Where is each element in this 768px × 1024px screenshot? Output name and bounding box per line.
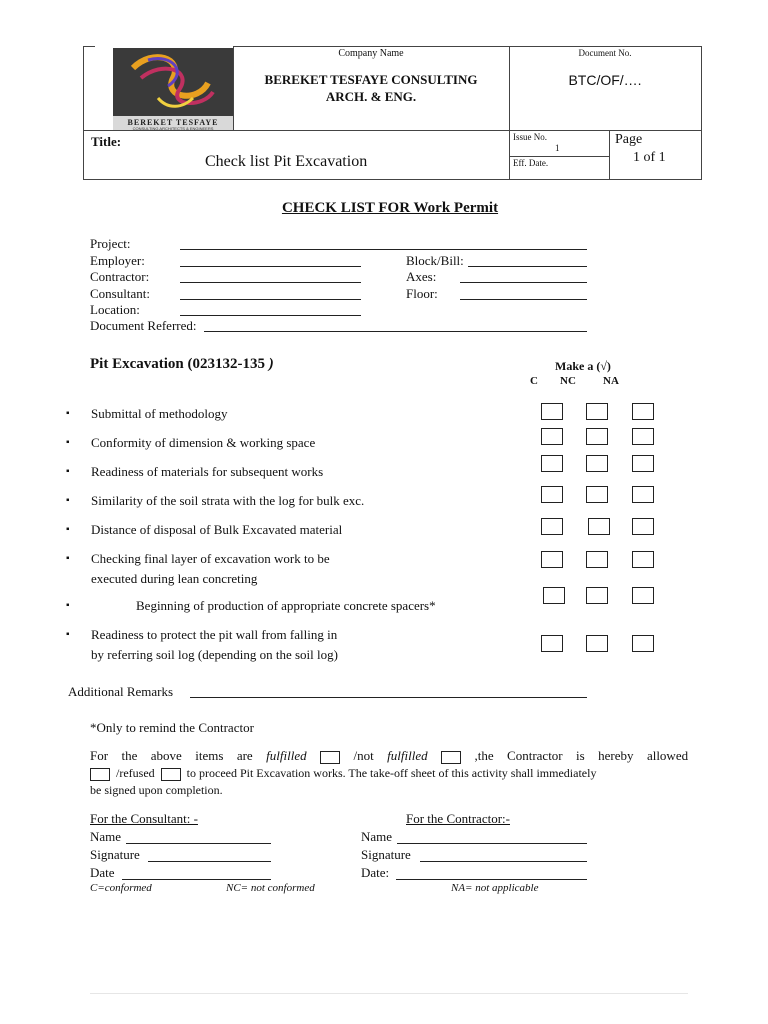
issue-divider [509, 156, 609, 157]
checkbox-c-8[interactable] [541, 635, 563, 652]
project-label: Project: [90, 236, 131, 251]
company-name-line2: ARCH. & ENG. [325, 89, 417, 104]
title-label: Title: [91, 134, 122, 149]
floor-field[interactable] [460, 299, 587, 300]
reminder-note: *Only to remind the Contractor [90, 720, 254, 735]
checklist-item-8 [91, 625, 338, 665]
permission-paragraph-line2 [90, 765, 688, 781]
not-label: /not [353, 748, 374, 763]
consultant-label: Consultant: [90, 286, 150, 301]
company-logo [113, 48, 233, 130]
block-bill-field[interactable] [468, 266, 587, 267]
checkbox-c-6[interactable] [541, 551, 563, 568]
docno-divider [509, 46, 510, 180]
document-referred-field[interactable] [204, 331, 587, 332]
location-label: Location: [90, 302, 140, 317]
section-title-text: Pit Excavation (023132-135 [90, 356, 265, 372]
checklist-item-8-line1: Readiness to protect the pit wall from falling in [91, 627, 338, 642]
bullet: ▪ [66, 466, 70, 477]
consultant-signature-field[interactable] [148, 861, 271, 862]
checklist-item-3: Readiness of materials for subsequent works [91, 464, 324, 479]
header-left-border [83, 46, 84, 180]
consultant-name-label: Name [90, 829, 122, 844]
additional-remarks-field[interactable] [190, 697, 587, 698]
contractor-date-label: Date: [361, 865, 390, 880]
contractor-signature-label: Signature [361, 847, 411, 862]
section-title-close: ) [264, 356, 274, 372]
additional-remarks-label: Additional Remarks [68, 684, 174, 699]
document-no-label: Document No. [578, 48, 632, 58]
block-bill-label: Block/Bill: [406, 253, 464, 268]
checklist-item-5: Distance of disposal of Bulk Excavated material [91, 522, 343, 537]
company-name-line1: BEREKET TESFAYE CONSULTING [264, 72, 478, 87]
col-nc-header: NC [560, 375, 576, 387]
bullet: ▪ [66, 408, 70, 419]
fulfilled-checkbox[interactable] [320, 751, 340, 764]
header-top-border-left [83, 46, 95, 47]
checkbox-na-1[interactable] [632, 403, 654, 420]
checkbox-nc-8[interactable] [586, 635, 608, 652]
consultant-date-field[interactable] [122, 879, 271, 880]
axes-label: Axes: [406, 269, 437, 284]
checklist-item-2: Conformity of dimension & working space [91, 435, 316, 450]
title-value: Check list Pit Excavation [205, 153, 368, 170]
checkbox-nc-6[interactable] [586, 551, 608, 568]
consultant-signature-label: Signature [90, 847, 140, 862]
not-fulfilled-checkbox[interactable] [441, 751, 461, 764]
legend-conformed: C=conformed [90, 882, 152, 894]
checklist-item-6-line1: Checking final layer of excavation work to be [91, 551, 330, 566]
bullet: ▪ [66, 629, 70, 640]
logo-subtitle: CONSULTING ARCHITECTS & ENGINEERS [132, 126, 214, 131]
axes-field[interactable] [460, 282, 587, 283]
header-right-border [701, 46, 702, 180]
col-na-header: NA [603, 375, 619, 387]
legend-not-applicable: NA= not applicable [451, 882, 539, 894]
page-heading: CHECK LIST FOR Work Permit [281, 200, 499, 216]
checkbox-na-6[interactable] [632, 551, 654, 568]
checkbox-nc-4[interactable] [586, 486, 608, 503]
company-name-label: Company Name [338, 48, 404, 59]
allowed-checkbox[interactable] [90, 768, 110, 781]
para-text-2: ,the Contractor is hereby allowed [474, 748, 689, 763]
contractor-label: Contractor: [90, 269, 150, 284]
permission-paragraph-line1 [90, 748, 688, 764]
checkbox-na-2[interactable] [632, 428, 654, 445]
checklist-item-1: Submittal of methodology [91, 406, 228, 421]
checkbox-c-2[interactable] [541, 428, 563, 445]
checklist-item-7: Beginning of production of appropriate concrete spacers* [136, 598, 436, 613]
header-top-border [233, 46, 702, 47]
checkbox-na-4[interactable] [632, 486, 654, 503]
not-fulfilled-label: fulfilled [387, 748, 428, 763]
checkbox-nc-3[interactable] [586, 455, 608, 472]
floor-label: Floor: [406, 286, 438, 301]
checkbox-c-7[interactable] [543, 587, 565, 604]
employer-label: Employer: [90, 253, 145, 268]
para-text-1: For the above items are [90, 748, 253, 763]
checkbox-c-1[interactable] [541, 403, 563, 420]
fulfilled-label: fulfilled [266, 748, 307, 763]
checklist-item-6-line2: executed during lean concreting [91, 571, 258, 586]
checklist-item-6 [91, 549, 330, 589]
document-no-value: BTC/OF/…. [568, 72, 642, 88]
bullet: ▪ [66, 437, 70, 448]
bullet: ▪ [66, 495, 70, 506]
location-field[interactable] [180, 315, 361, 316]
document-header [83, 46, 702, 180]
eff-date-label: Eff. Date. [513, 158, 549, 168]
issue-no-label: Issue No. [513, 132, 547, 142]
contractor-signature-title: For the Contractor:- [406, 811, 510, 826]
consultant-field[interactable] [180, 299, 361, 300]
checkbox-na-3[interactable] [632, 455, 654, 472]
checkbox-c-4[interactable] [541, 486, 563, 503]
contractor-name-field[interactable] [397, 843, 587, 844]
page-value: 1 of 1 [633, 150, 666, 165]
contractor-date-field[interactable] [396, 879, 587, 880]
checkbox-nc-1[interactable] [586, 403, 608, 420]
employer-field[interactable] [180, 266, 361, 267]
logo-swirl-icon [113, 48, 233, 116]
checkbox-nc-2[interactable] [586, 428, 608, 445]
page-label: Page [615, 132, 643, 147]
page-divider [609, 130, 610, 180]
checklist-item-8-line2: by referring soil log (depending on the soil log) [91, 647, 338, 662]
checkbox-na-7[interactable] [632, 587, 654, 604]
refused-label: /refused [116, 766, 155, 780]
project-field[interactable] [180, 249, 587, 250]
section-title [90, 356, 274, 373]
checkbox-na-5[interactable] [632, 518, 654, 535]
refused-checkbox[interactable] [161, 768, 181, 781]
checkbox-nc-5[interactable] [588, 518, 610, 535]
bullet: ▪ [66, 553, 70, 564]
bullet: ▪ [66, 600, 70, 611]
document-referred-label: Document Referred: [90, 318, 197, 333]
consultant-name-field[interactable] [126, 843, 271, 844]
col-c-header: C [530, 375, 538, 387]
contractor-name-label: Name [361, 829, 393, 844]
checklist-item-4: Similarity of the soil strata with the log for bulk exc. [91, 493, 365, 508]
para-text-4: be signed upon completion. [90, 783, 223, 797]
checkbox-nc-7[interactable] [586, 587, 608, 604]
make-a-check-label: Make a (√) [555, 359, 611, 373]
consultant-signature-title: For the Consultant: - [90, 811, 198, 826]
contractor-field[interactable] [180, 282, 361, 283]
legend-not-conformed: NC= not conformed [226, 882, 315, 894]
footer-divider [90, 993, 688, 994]
logo-name: BEREKET TESFAYE [127, 118, 219, 127]
checkbox-c-5[interactable] [541, 518, 563, 535]
bullet: ▪ [66, 524, 70, 535]
checkbox-na-8[interactable] [632, 635, 654, 652]
checkbox-c-3[interactable] [541, 455, 563, 472]
contractor-signature-field[interactable] [420, 861, 587, 862]
consultant-date-label: Date [90, 865, 115, 880]
issue-no-value: 1 [555, 143, 560, 153]
company-name [233, 71, 509, 105]
para-text-3: to proceed Pit Excavation works. The take-off sheet of this activity shall immediately [186, 766, 597, 780]
